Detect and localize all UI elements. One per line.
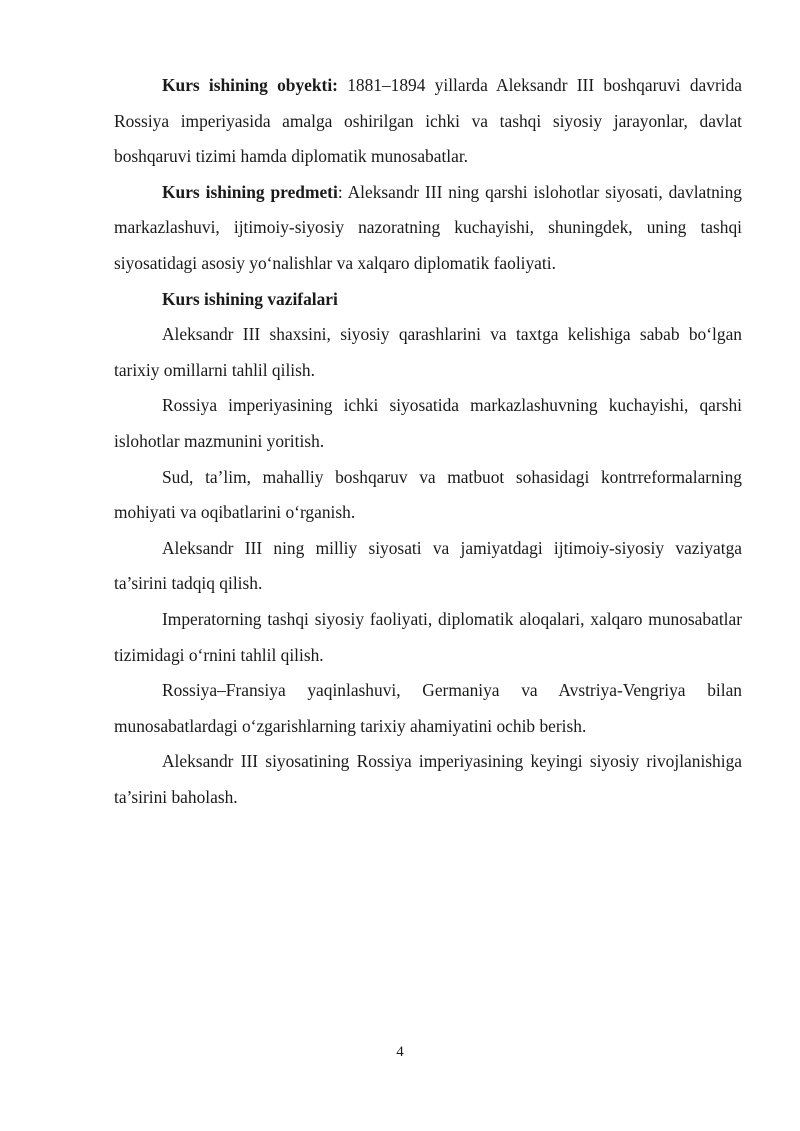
task-paragraph: Aleksandr III ning milliy siyosati va jamiyatdagi ijtimoiy-siyosiy vaziyatga ta’sirini tadqiq qilish. (114, 537, 742, 594)
object-label: Kurs ishining obyekti: (162, 75, 338, 95)
task-paragraph: Sud, ta’lim, mahalliy boshqaruv va matbuot sohasidagi kontrreformalarning mohiyati va oqibatlarini o‘rganish. (114, 466, 742, 523)
task-paragraph: Aleksandr III shaxsini, siyosiy qarashlarini va taxtga kelishiga sabab bo‘lgan tarixiy omillarni tahlil qilish. (114, 324, 742, 380)
subject-text: : Aleksandr III ning qarshi islohotlar siyosati, davlatning markazlashuvi, ijtimoiy-siyosiy nazoratning kuchayishi, shuningdek, uning tashqi siyosatidagi asosiy yo‘nalishlar va xalqaro diplomatik faoliyati. (114, 181, 742, 273)
task-paragraph: Imperatorning tashqi siyosiy faoliyati, diplomatik aloqalari, xalqaro munosabatlar tizimidagi o‘rnini tahlil qilish. (114, 608, 742, 665)
document-page (114, 68, 742, 815)
task-paragraph: Rossiya–Fransiya yaqinlashuvi, Germaniya va Avstriya-Vengriya bilan munosabatlardagi o‘zgarishlarning tarixiy ahamiyatini ochib berish. (114, 680, 742, 736)
subject-paragraph (114, 175, 742, 282)
tasks-heading: Kurs ishining vazifalari (162, 288, 338, 309)
task-paragraph: Aleksandr III siyosatining Rossiya imperiyasining keyingi siyosiy rivojlanishiga ta’sirini baholash. (114, 751, 742, 807)
task-paragraph: Rossiya imperiyasining ichki siyosatida markazlashuvning kuchayishi, qarshi islohotlar mazmunini yoritish. (114, 395, 742, 451)
page-number: 4 (396, 1044, 404, 1060)
object-text: 1881–1894 yillarda Aleksandr III boshqaruvi davrida Rossiya imperiyasida amalga oshirilgan ichki va tashqi siyosiy jarayonlar, davlat boshqaruvi tizimi hamda diplomatik munosabatlar. (114, 75, 742, 167)
object-paragraph (114, 68, 742, 175)
subject-label: Kurs ishining predmeti (162, 181, 338, 202)
